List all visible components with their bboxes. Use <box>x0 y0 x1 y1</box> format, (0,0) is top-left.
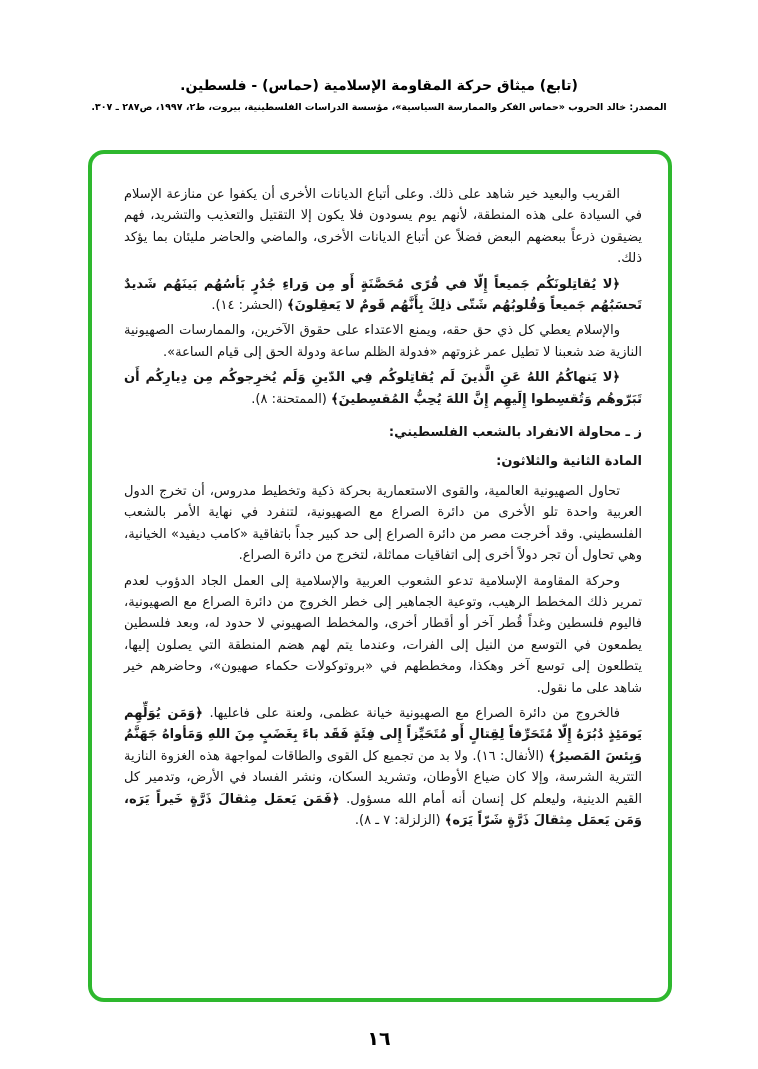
body-text <box>92 154 668 998</box>
paragraph-3: تحاول الصهيونية العالمية، والقوى الاستعمارية بحركة ذكية وتخطيط مدروس، أن تخرج الدول العربية واحدة تلو الأخرى من دائرة الصراع مع الصهيونية، لتنفرد في نهاية الأمر بالشعب الفلسطيني. وقد أخرجت مصر من دائرة الصراع إلى حد كبير جداً باتفاقية «كامب ديفيد» الخيانية، وهي تحاول أن تجر دولاً أخرى إلى اتفاقيات مماثلة، لتخرج من دائرة الصراع. <box>124 483 642 564</box>
verse-reference: (الحشر: ١٤). <box>211 298 287 314</box>
paragraph-1: القريب والبعيد خير شاهد على ذلك. وعلى أتباع الديانات الأخرى أن يكفوا عن منازعة الإسلام في السيادة على هذه المنطقة، لأنهم يوم يسودون فلا يكون إلا التقتيل والتعذيب والتشريد، فهم يضيقون ذرعاً ببعضهم البعض فضلاً عن أتباع الديانات الأخرى، والماضي والحاضر مليئان بما يؤكد ذلك. <box>124 187 642 267</box>
inline-verse-reference-1: (الأنفال: ١٦). <box>472 748 549 764</box>
verse-text: ﴿لا يَنهاكُمُ اللهُ عَنِ الَّذينَ لَم يُقاتِلوكُم فِي الدّينِ وَلَم يُخرِجوكُم مِن دِيارِكُم أَن تَبَرّوهُم وَتُقسِطوا إِلَيهِم إِنَّ اللهَ يُحِبُّ المُقسِطينَ﴾ <box>124 370 642 407</box>
inline-quran-verse-2: ﴿فَمَن يَعمَل مِثقالَ ذَرَّةٍ خَيراً يَرَه، وَمَن يَعمَل مِثقالَ ذَرَّةٍ شَرّاً يَرَه﴾ <box>124 791 642 828</box>
page-number: ١٦ <box>367 1028 391 1050</box>
quran-verse-2 <box>124 367 642 410</box>
paragraph-5-middle: ولا بد من تجميع كل القوى والطاقات لمواجهة هذه الغزوة النازية التترية الشرسة، وإلا كان ضياع الأوطان، وتشريد السكان، ونشر الفساد في الأرض، وتدمير كل القيم الدينية، وليعلم كل إنسان أنه أمام الله مسؤول. <box>124 748 642 807</box>
paragraph-2: والإسلام يعطي كل ذي حق حقه، ويمنع الاعتداء على حقوق الآخرين، والممارسات الصهيونية النازية ضد شعبنا لا تطيل عمر غزوتهم «فدولة الظلم ساعة ودولة الحق إلى قيام الساعة». <box>124 323 642 360</box>
inline-quran-verse-1: ﴿وَمَن يُوَلِّهِم يَومَئِذٍ دُبُرَهُ إِلّا مُتَحَرِّفاً لِقِتالٍ أَو مُتَحَيِّزاً إِلى فِئَةٍ فَقَد باءَ بِغَضَبٍ مِنَ اللهِ وَمَأواهُ جَهَنَّمُ وَبِئسَ المَصيرُ﴾ <box>124 705 643 764</box>
paragraph-5-intro: فالخروج من دائرة الصراع مع الصهيونية خيانة عظمى، ولعنة على فاعليها. <box>209 705 620 721</box>
verse-text: ﴿لا يُقاتِلونَكُم جَميعاً إِلّا في قُرًى مُحَصَّنَةٍ أَو مِن وَراءِ جُدُرٍ بَأسُهُم بَينَهُم شَديدٌ تَحسَبُهُم جَميعاً وَقُلوبُهُم شَتّى ذلِكَ بِأَنَّهُم قَومٌ لا يَعقِلونَ﴾ <box>124 276 642 314</box>
quran-verse-1 <box>124 274 642 317</box>
content-frame <box>88 150 672 1002</box>
section-heading: ز ـ محاولة الانفراد بالشعب الفلسطيني: <box>388 425 642 441</box>
paragraph-5 <box>124 703 642 831</box>
source-citation: المصدر: خالد الحروب «حماس الفكر والممارسة السياسية»، مؤسسة الدراسات الفلسطينية، بيروت، ط٢، ١٩٩٧، ص٢٨٧ ـ ٣٠٧. <box>91 102 667 113</box>
paragraph-4: وحركة المقاومة الإسلامية تدعو الشعوب العربية والإسلامية إلى العمل الجاد الدؤوب لعدم تمرير ذلك المخطط الرهيب، وتوعية الجماهير إلى خطر الخروج من دائرة الصراع مع الصهيونية، فاليوم فلسطين وغداً قُطر آخر أو أقطار أخرى، والمخطط الصهيوني لا حدود له، وبعد فلسطين يطمعون في التوسع من النيل إلى الفرات، وعندما يتم لهم هضم المنطقة التي يصلون إليها، يتطلعون إلى توسع آخر وهكذا، ومخططهم في «بروتوكولات حكماء صهيون»، وحاضرهم خير شاهد على ما نقول. <box>124 573 642 696</box>
document-title: (تابع) ميثاق حركة المقاومة الإسلامية (حماس) - فلسطين. <box>180 78 578 94</box>
page-header <box>0 78 758 113</box>
article-heading: المادة الثانية والثلاثون: <box>496 454 642 470</box>
inline-verse-reference-2: (الزلزلة: ٧ ـ ٨). <box>354 812 445 828</box>
verse-reference: (الممتحنة: ٨). <box>251 391 332 407</box>
